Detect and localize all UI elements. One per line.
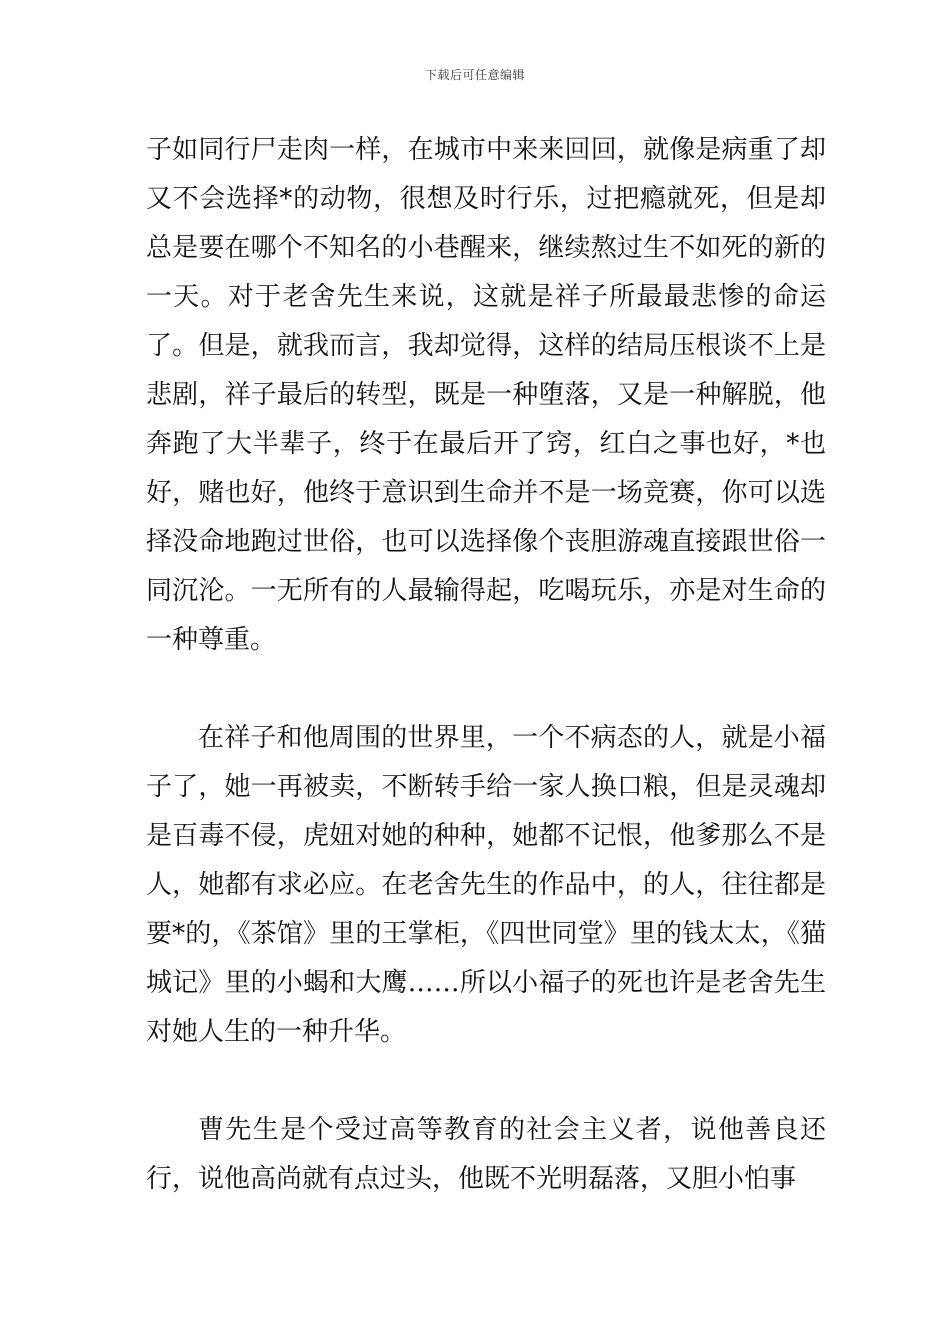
- paragraph-3: 曹先生是个受过高等教育的社会主义者，说他善良还行，说他高尚就有点过头，他既不光明磊落，又胆小怕事: [146, 1115, 826, 1194]
- page-header: 下载后可任意编辑: [424, 68, 525, 82]
- paragraph-spacer: [146, 1057, 826, 1106]
- paragraph-1: 子如同行尸走肉一样，在城市中来来回回，就像是病重了却又不会选择*的动物，很想及时行乐，过把瘾就死，但是却总是要在哪个不知名的小巷醒来，继续熬过生不如死的新的一天。对于老舍先生来说，这就是祥子所最最悲惨的命运了。但是，就我而言，我却觉得，这样的结局压根谈不上是悲剧，祥子最后的转型，既是一种堕落，又是一种解脱，他奔跑了大半辈子，终于在最后开了窍，红白之事也好，*也好，赌也好，他终于意识到生命并不是一场竞赛，你可以选择没命地跑过世俗，也可以选择像个丧胆游魂直接跟世俗一同沉沦。一无所有的人最输得起，吃喝玩乐，亦是对生命的一种尊重。: [146, 135, 826, 655]
- document-body: [146, 126, 826, 1204]
- paragraph-spacer: [146, 665, 826, 714]
- paragraph-2: 在祥子和他周围的世界里，一个不病态的人，就是小福子了，她一再被卖，不断转手给一家人换口粮，但是灵魂却是百毒不侵，虎妞对她的种种，她都不记恨，他爹那么不是人，她都有求必应。在老舍先生的作品中，的人，往往都是要*的，《茶馆》里的王掌柜，《四世同堂》里的钱太太，《猫城记》里的小蝎和大鹰……所以小福子的死也许是老舍先生对她人生的一种升华。: [146, 723, 826, 1047]
